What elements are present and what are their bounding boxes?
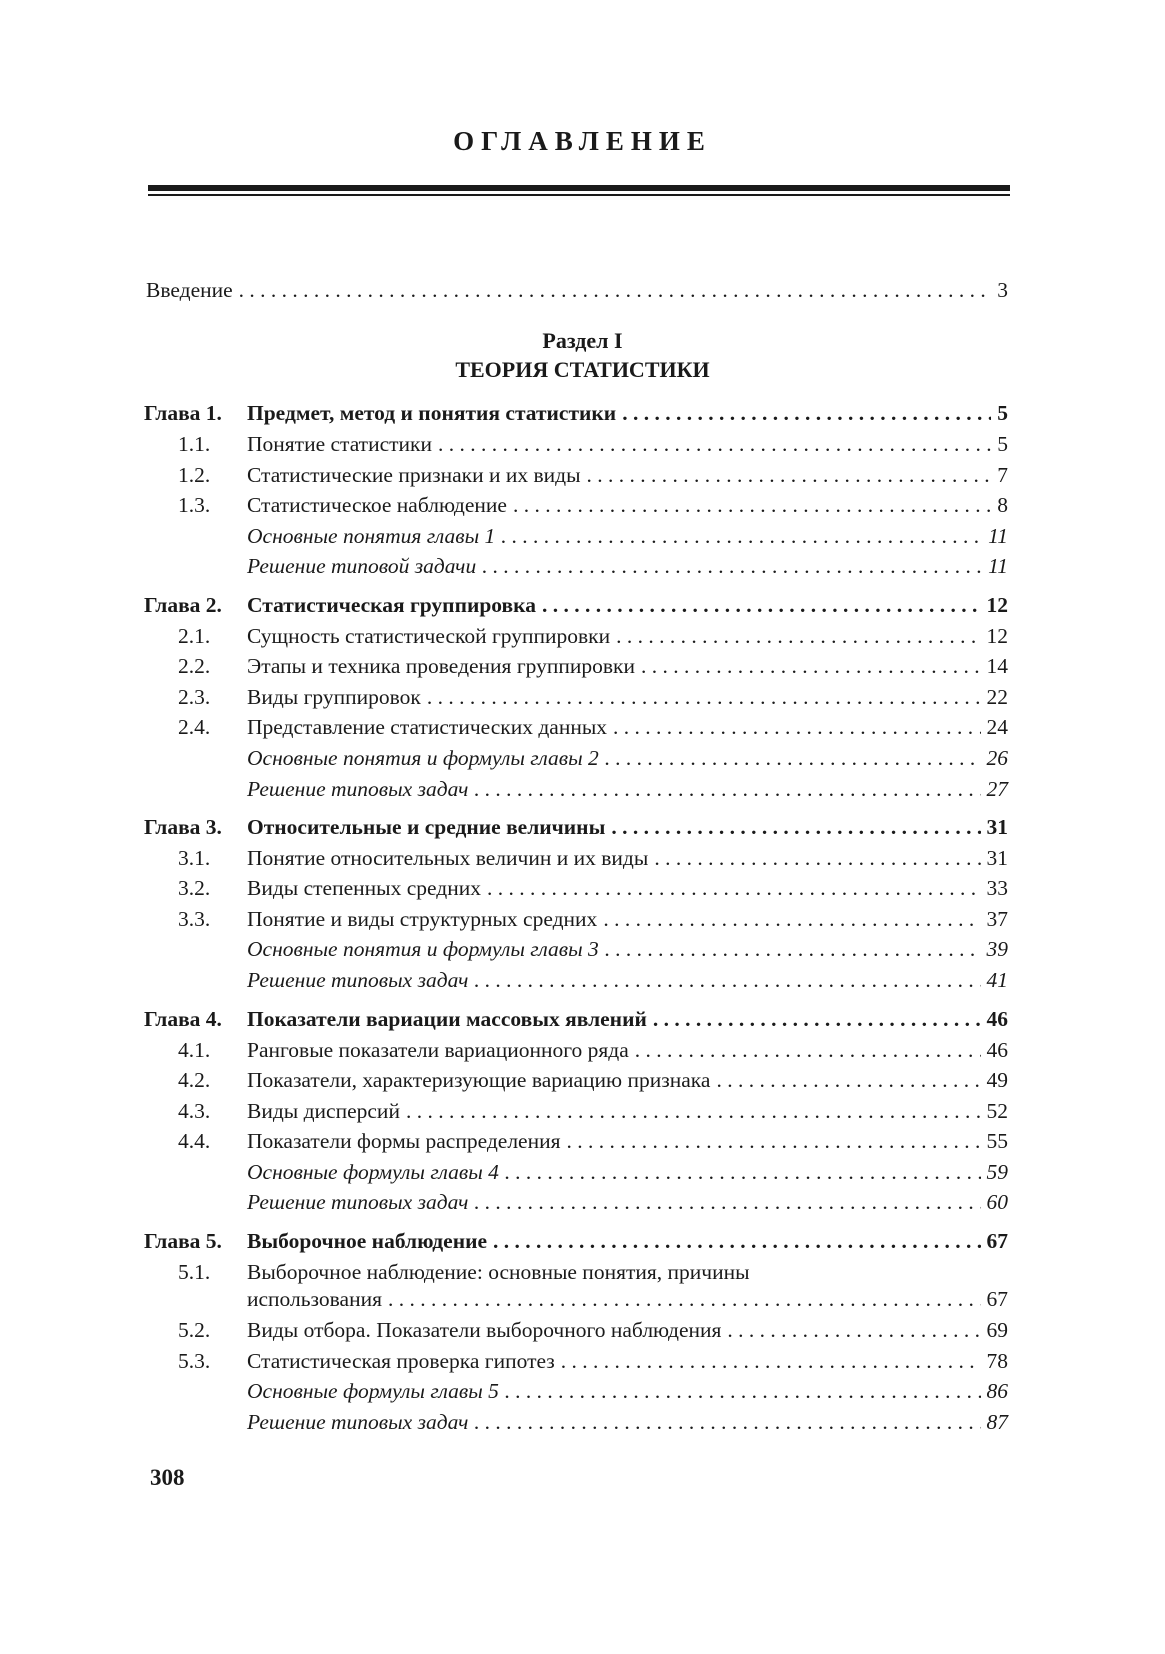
entry-page: 22 — [986, 685, 1008, 709]
entry-title: Понятие статистики — [247, 432, 432, 456]
chapter-number: Глава 2. — [144, 593, 222, 617]
leader-dots — [438, 428, 991, 460]
leader-dots — [513, 489, 991, 521]
extra-title: Основные формулы главы 4 — [247, 1160, 499, 1184]
toc-entry[interactable] — [150, 872, 1008, 904]
toc-entry[interactable] — [150, 681, 1008, 713]
entry-title: Понятие относительных величин и их виды — [247, 846, 649, 870]
toc-entry[interactable] — [150, 1125, 1008, 1157]
entry-title: использования — [247, 1287, 382, 1311]
leader-dots — [406, 1095, 981, 1127]
chapter-page: 31 — [986, 815, 1008, 839]
leader-dots — [501, 520, 982, 552]
leader-dots — [474, 1406, 980, 1438]
extra-page: 26 — [986, 746, 1008, 770]
toc-entry[interactable] — [150, 428, 1008, 460]
extra-title: Решение типовых задач — [247, 1410, 469, 1434]
entry-page: 31 — [986, 846, 1008, 870]
chapter-page: 5 — [997, 401, 1008, 425]
leader-dots — [613, 711, 980, 743]
entry-title: Статистическое наблюдение — [247, 493, 507, 517]
toc-extra-entry[interactable] — [150, 1186, 1008, 1218]
leader-dots — [603, 903, 980, 935]
extra-page: 41 — [986, 968, 1008, 992]
extra-page: 39 — [986, 937, 1008, 961]
toc-extra-entry[interactable] — [150, 964, 1008, 996]
leader-dots — [616, 620, 980, 652]
toc-extra-entry[interactable] — [150, 933, 1008, 965]
leader-dots — [567, 1125, 981, 1157]
chapter-number: Глава 1. — [144, 401, 222, 425]
entry-page: 8 — [997, 493, 1008, 517]
chapter-number: Глава 4. — [144, 1007, 222, 1031]
toc-entry[interactable] — [150, 1345, 1008, 1377]
section-label: Раздел I — [542, 328, 623, 353]
toc-chapter[interactable] — [144, 811, 1008, 843]
entry-title-line1: Выборочное наблюдение: основные понятия, причины — [247, 1260, 750, 1284]
chapter-number: Глава 3. — [144, 815, 222, 839]
leader-dots — [388, 1283, 981, 1315]
extra-title: Решение типовых задач — [247, 968, 469, 992]
entry-number: 3.1. — [178, 846, 211, 870]
entry-title: Показатели, характеризующие вариацию признака — [247, 1068, 711, 1092]
toc-chapter[interactable] — [144, 397, 1008, 429]
entry-page: 49 — [986, 1068, 1008, 1092]
chapter-page: 46 — [986, 1007, 1008, 1031]
entry-number: 3.2. — [178, 876, 211, 900]
entry-number: 4.4. — [178, 1129, 211, 1153]
entry-title: Виды дисперсий — [247, 1099, 400, 1123]
leader-dots — [561, 1345, 981, 1377]
toc-extra-entry[interactable] — [150, 520, 1008, 552]
entry-title: Виды отбора. Показатели выборочного наблюдения — [247, 1318, 722, 1342]
entry-number: 5.2. — [178, 1318, 211, 1342]
entry-page: 14 — [986, 654, 1008, 678]
chapter-page: 67 — [986, 1229, 1008, 1253]
toc-extra-entry[interactable] — [150, 550, 1008, 582]
leader-dots — [605, 742, 981, 774]
entry-page: 69 — [986, 1318, 1008, 1342]
extra-title: Основные понятия главы 1 — [247, 524, 496, 548]
page-number: 308 — [150, 1465, 185, 1490]
extra-page: 87 — [986, 1410, 1008, 1434]
leader-dots — [505, 1156, 981, 1188]
chapter-title: Предмет, метод и понятия статистики — [247, 401, 617, 425]
toc-entry[interactable] — [150, 489, 1008, 521]
entry-number: 3.3. — [178, 907, 211, 931]
toc-entry-intro[interactable] — [146, 274, 1008, 306]
toc-extra-entry[interactable] — [150, 1375, 1008, 1407]
toc-entry[interactable] — [150, 459, 1008, 491]
leader-dots — [654, 842, 980, 874]
toc-entry-continuation[interactable] — [150, 1283, 1008, 1315]
entry-number: 1.3. — [178, 493, 211, 517]
leader-dots — [635, 1034, 981, 1066]
entry-number: 4.2. — [178, 1068, 211, 1092]
leader-dots — [474, 964, 980, 996]
entry-page: 33 — [986, 876, 1008, 900]
page-title: ОГЛАВЛЕНИЕ — [453, 126, 712, 156]
leader-dots — [493, 1225, 980, 1257]
extra-title: Решение типовой задачи — [247, 554, 477, 578]
leader-dots — [427, 681, 981, 713]
entry-number: 1.1. — [178, 432, 211, 456]
entry-page: 52 — [986, 1099, 1008, 1123]
extra-page: 11 — [988, 524, 1008, 548]
leader-dots — [474, 1186, 980, 1218]
leader-dots — [482, 550, 982, 582]
toc-entry[interactable] — [150, 842, 1008, 874]
entry-page: 24 — [986, 715, 1008, 739]
entry-number: 5.1. — [178, 1260, 211, 1284]
entry-page: 55 — [986, 1129, 1008, 1153]
extra-page: 27 — [986, 777, 1008, 801]
leader-dots — [474, 773, 980, 805]
toc-chapter[interactable] — [144, 1225, 1008, 1257]
toc-entry-title: Введение — [146, 278, 233, 302]
entry-title: Понятие и виды структурных средних — [247, 907, 598, 931]
leader-dots — [239, 274, 992, 306]
entry-page: 37 — [986, 907, 1008, 931]
leader-dots — [487, 872, 981, 904]
entry-title: Статистические признаки и их виды — [247, 463, 581, 487]
entry-title: Ранговые показатели вариационного ряда — [247, 1038, 629, 1062]
entry-number: 4.3. — [178, 1099, 211, 1123]
entry-title: Статистическая проверка гипотез — [247, 1349, 555, 1373]
entry-title: Показатели формы распределения — [247, 1129, 561, 1153]
chapter-number: Глава 5. — [144, 1229, 222, 1253]
extra-page: 11 — [988, 554, 1008, 578]
entry-page: 78 — [986, 1349, 1008, 1373]
entry-title: Сущность статистической группировки — [247, 624, 611, 648]
entry-title: Этапы и техника проведения группировки — [247, 654, 635, 678]
entry-page: 46 — [986, 1038, 1008, 1062]
leader-dots — [587, 459, 992, 491]
entry-title: Виды группировок — [247, 685, 421, 709]
extra-page: 59 — [986, 1160, 1008, 1184]
extra-title: Основные понятия и формулы главы 3 — [247, 937, 599, 961]
entry-number: 1.2. — [178, 463, 211, 487]
toc-extra-entry[interactable] — [150, 1406, 1008, 1438]
entry-number: 2.1. — [178, 624, 211, 648]
chapter-title: Статистическая группировка — [247, 593, 536, 617]
toc-entry[interactable] — [150, 711, 1008, 743]
entry-page: 5 — [997, 432, 1008, 456]
leader-dots — [542, 589, 981, 621]
leader-dots — [605, 933, 981, 965]
toc-entry[interactable] — [150, 903, 1008, 935]
chapter-page: 12 — [986, 593, 1008, 617]
entry-title: Представление статистических данных — [247, 715, 608, 739]
leader-dots — [611, 811, 980, 843]
entry-page: 7 — [997, 463, 1008, 487]
extra-title: Основные формулы главы 5 — [247, 1379, 499, 1403]
leader-dots — [505, 1375, 981, 1407]
chapter-title: Относительные и средние величины — [247, 815, 606, 839]
toc-chapter[interactable] — [144, 589, 1008, 621]
chapter-title: Показатели вариации массовых явлений — [247, 1007, 647, 1031]
leader-dots — [641, 650, 981, 682]
entry-number: 2.3. — [178, 685, 211, 709]
toc-extra-entry[interactable] — [150, 742, 1008, 774]
leader-dots — [653, 1003, 981, 1035]
entry-number: 4.1. — [178, 1038, 211, 1062]
leader-dots — [622, 397, 991, 429]
toc-entry[interactable] — [150, 650, 1008, 682]
extra-title: Решение типовых задач — [247, 1190, 469, 1214]
toc-extra-entry[interactable] — [150, 1156, 1008, 1188]
entry-page: 67 — [986, 1287, 1008, 1311]
toc-entry[interactable] — [150, 1064, 1008, 1096]
toc-extra-entry[interactable] — [150, 773, 1008, 805]
extra-page: 60 — [986, 1190, 1008, 1214]
entry-number: 2.2. — [178, 654, 211, 678]
chapter-title: Выборочное наблюдение — [247, 1229, 488, 1253]
toc-entry[interactable] — [150, 620, 1008, 652]
toc-entry[interactable] — [150, 1034, 1008, 1066]
leader-dots — [716, 1064, 980, 1096]
entry-title: Виды степенных средних — [247, 876, 481, 900]
toc-entry[interactable] — [150, 1095, 1008, 1127]
extra-page: 86 — [986, 1379, 1008, 1403]
leader-dots — [727, 1314, 980, 1346]
entry-number: 5.3. — [178, 1349, 211, 1373]
extra-title: Решение типовых задач — [247, 777, 469, 801]
entry-page: 12 — [986, 624, 1008, 648]
entry-number: 2.4. — [178, 715, 211, 739]
toc-entry[interactable] — [150, 1314, 1008, 1346]
section-title: ТЕОРИЯ СТАТИСТИКИ — [455, 357, 710, 382]
toc-chapter[interactable] — [144, 1003, 1008, 1035]
toc-entry-page: 3 — [997, 278, 1008, 302]
extra-title: Основные понятия и формулы главы 2 — [247, 746, 599, 770]
